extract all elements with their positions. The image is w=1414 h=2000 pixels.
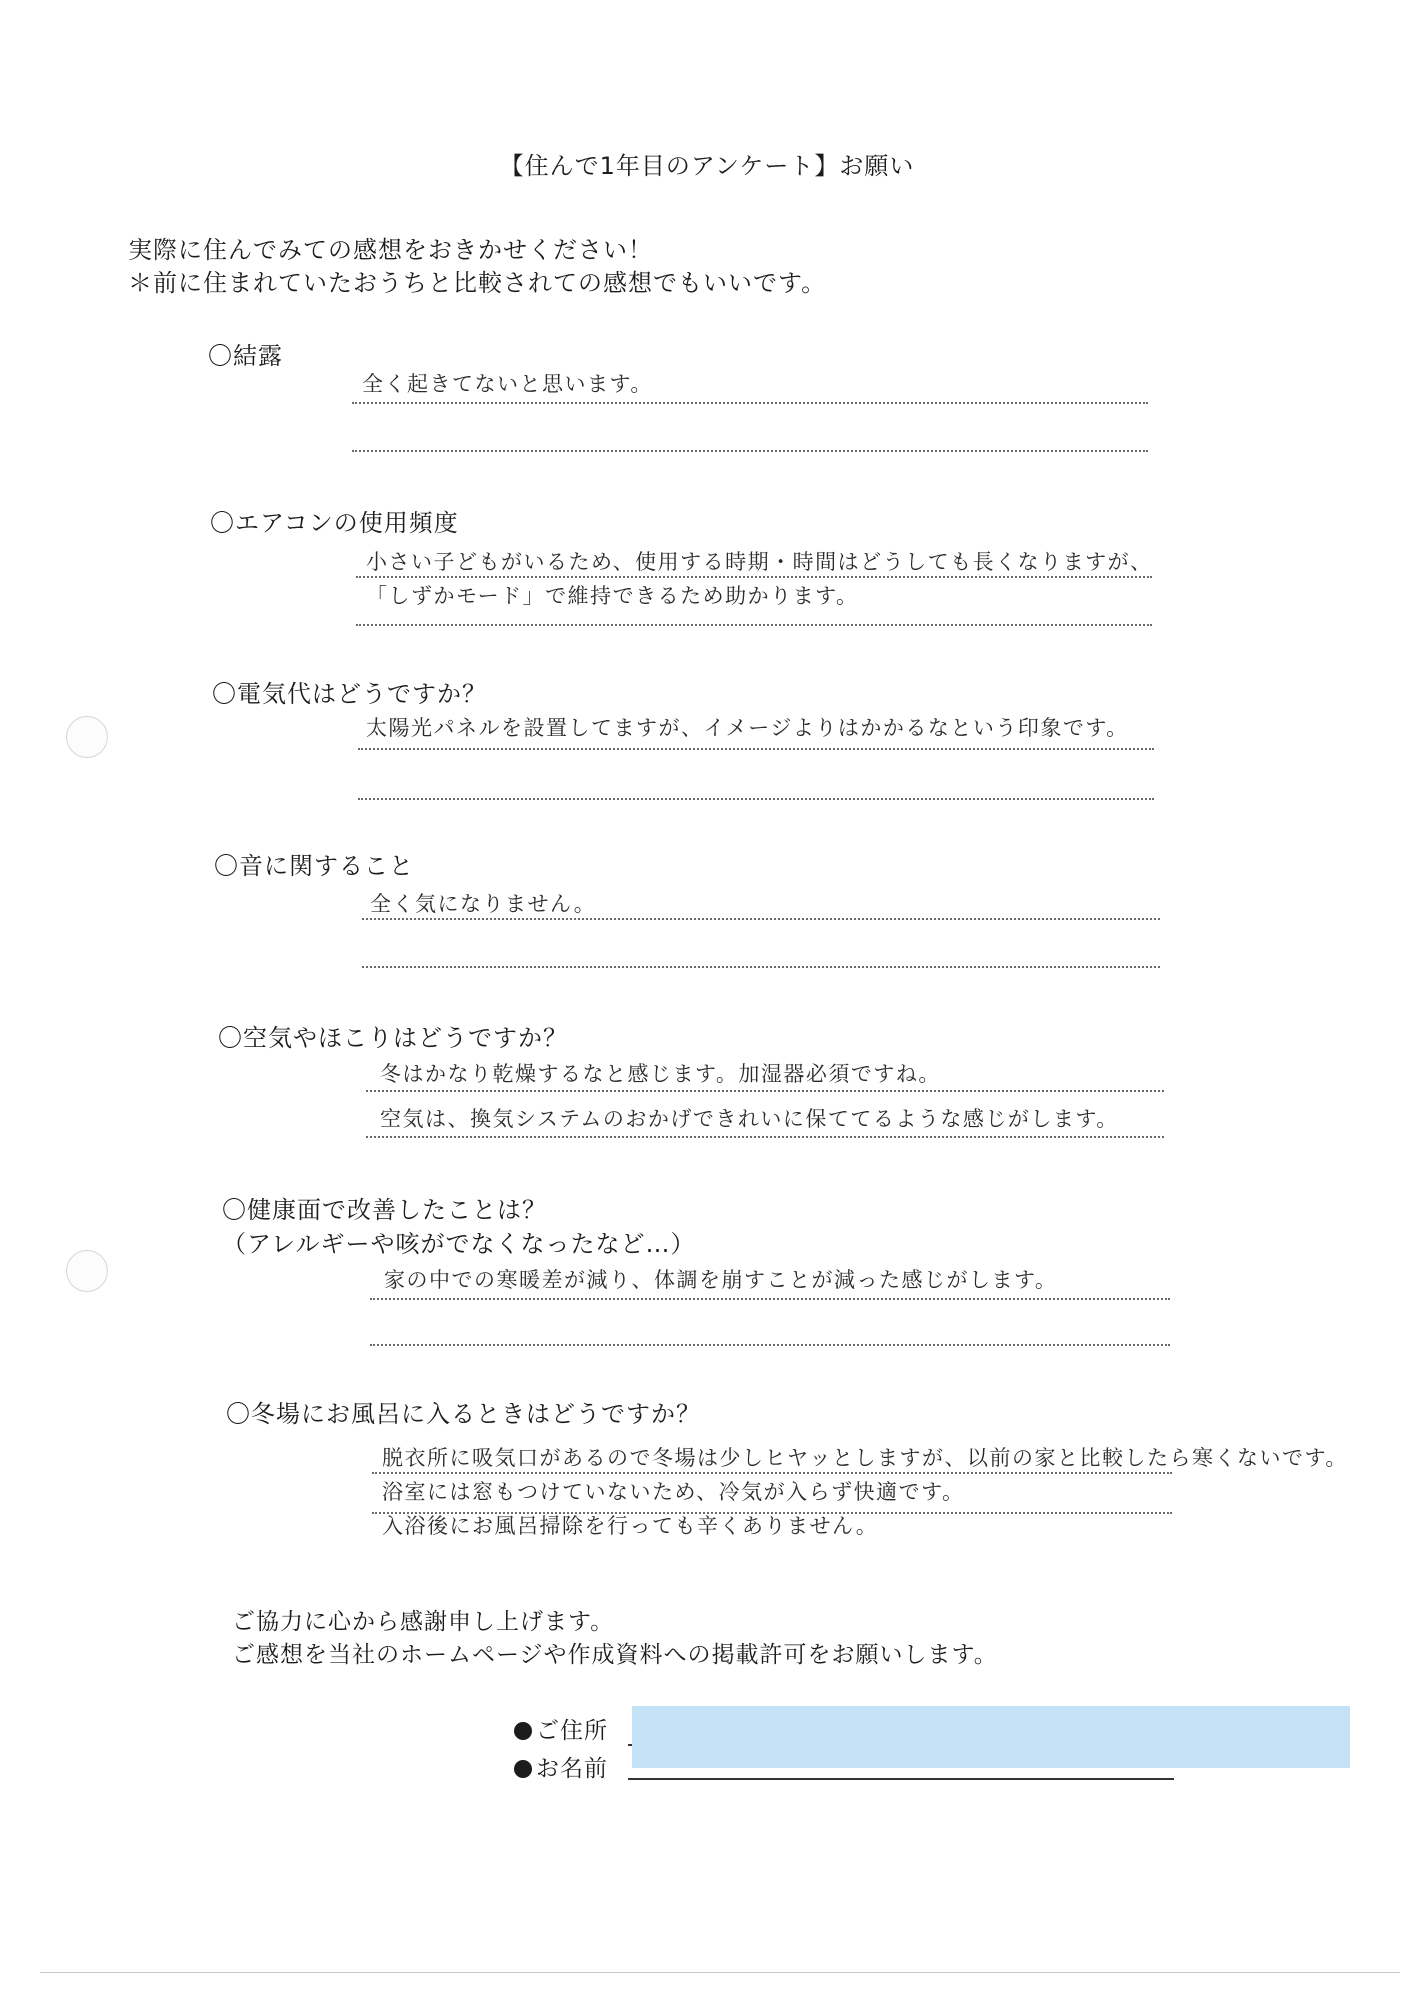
question-air-dust: 〇空気やほこりはどうですか？ [218, 1024, 568, 1052]
thanks-line-2: ご感想を当社のホームページや作成資料への掲載許可をお願いします。 [232, 1642, 998, 1668]
answer-line [362, 918, 1160, 920]
redaction-box [632, 1706, 1350, 1768]
answer-line [366, 1090, 1164, 1092]
answer-line [358, 798, 1154, 800]
page-title: 【住んで1年目のアンケート】お願い [499, 152, 915, 180]
question-electricity: 〇電気代はどうですか？ [212, 680, 487, 708]
answer-line [370, 1298, 1170, 1300]
answer-air-dust-2: 空気は、換気システムのおかげできれいに保ててるような感じがします。 [380, 1107, 1119, 1131]
thanks-line-1: ご協力に心から感謝申し上げます。 [232, 1609, 615, 1635]
answer-line [356, 576, 1152, 578]
answer-aircon-2: 「しずかモード」で維持できるため助かります。 [366, 584, 859, 608]
answer-aircon-1: 小さい子どもがいるため、使用する時期・時間はどうしても長くなりますが、 [366, 550, 1153, 574]
question-health: 〇健康面で改善したことは？ [222, 1196, 547, 1224]
question-winter-bath: 〇冬場にお風呂に入るときはどうですか？ [226, 1400, 701, 1428]
answer-line [366, 1136, 1164, 1138]
punch-hole-bottom [66, 1250, 108, 1292]
name-underline [628, 1778, 1174, 1780]
page-edge [40, 1972, 1400, 1973]
question-health-note: （アレルギーや咳がでなくなったなど…） [222, 1230, 696, 1258]
question-condensation: 〇結露 [208, 342, 283, 370]
bullet-icon [514, 1760, 532, 1778]
punch-hole-top [66, 716, 108, 758]
answer-line [358, 748, 1154, 750]
address-field-label [514, 1712, 608, 1745]
answer-winter-bath-1: 脱衣所に吸気口があるので冬場は少しヒヤッとしますが、以前の家と比較したら寒くないです。 [382, 1446, 1348, 1470]
name-label-text: お名前 [536, 1756, 608, 1782]
answer-line [352, 450, 1148, 452]
answer-line [352, 402, 1148, 404]
intro-line-2: ＊前に住まれていたおうちと比較されての感想でもいいです。 [128, 269, 827, 297]
question-sound: 〇音に関すること [214, 852, 414, 880]
answer-line [362, 966, 1160, 968]
answer-line [370, 1344, 1170, 1346]
answer-health-1: 家の中での寒暖差が減り、体調を崩すことが減った感じがします。 [384, 1268, 1058, 1292]
bullet-icon [514, 1722, 532, 1740]
question-aircon: 〇エアコンの使用頻度 [210, 509, 459, 537]
answer-sound-1: 全く気になりません。 [370, 892, 597, 916]
answer-condensation-1: 全く起きてないと思います。 [362, 372, 653, 396]
answer-winter-bath-2: 浴室には窓もつけていないため、冷気が入らず快適です。 [382, 1480, 965, 1504]
address-label-text: ご住所 [536, 1718, 608, 1744]
answer-winter-bath-3: 入浴後にお風呂掃除を行っても辛くありません。 [382, 1514, 879, 1538]
answer-line [356, 624, 1152, 626]
answer-electricity-1: 太陽光パネルを設置してますが、イメージよりはかかるなという印象です。 [366, 716, 1129, 740]
name-field-label [514, 1750, 608, 1783]
answer-line [372, 1472, 1172, 1474]
intro-line-1: 実際に住んでみての感想をおきかせください！ [128, 236, 653, 264]
answer-air-dust-1: 冬はかなり乾燥するなと感じます。加湿器必須ですね。 [380, 1062, 941, 1086]
